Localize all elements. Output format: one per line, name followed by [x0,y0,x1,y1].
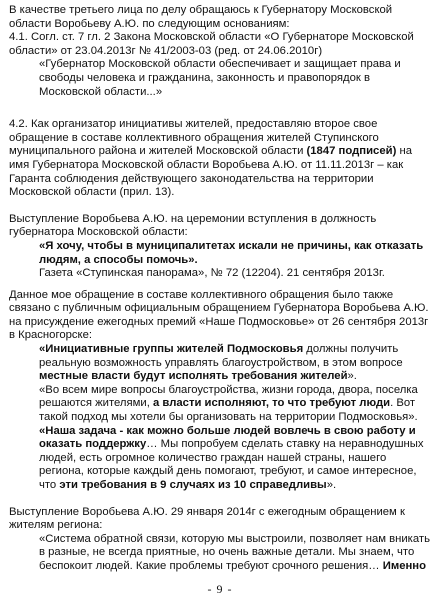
inauguration-quote-text: «Я хочу, чтобы в муниципалитетах искали не причины, как отказать людям, а способы помочь». [39,239,424,266]
quote-2-text-b: . Вот такой подход мы хотели бы организовать на территории Подмосковья». [39,397,418,424]
quote-our-task [9,425,432,493]
awards-link-paragraph: Данное мое обращение в составе коллективного обращения было также связано с публичным официальным обращением Губернатора Воробьева А.Ю. на присуждение ежегодных премий «Наше Подмосковье» от 26 сентября 2013г в Красногорске: [9,288,429,342]
inauguration-speech-quote [9,240,432,267]
quote-1-bold-b: местные власти будут исполнять требования жителей [39,370,348,383]
section-4-2 [9,118,432,200]
quote-2-bold: а власти исполняют, то что требуют люди [152,397,391,410]
quote-4-bold: Именно [382,559,427,572]
newspaper-source: Газета «Ступинская панорама», № 72 (12204). 21 сентября 2013г. [39,267,385,280]
section-4-1-quote: «Губернатор Московской области обеспечивает и защищает права и свободы человека и гражданина, законность и правопорядок в Московской области...» [39,58,401,98]
section-4-2-text-a: 4.2. Как организатор инициативы жителей, предоставляю второе свое обращение в составе коллективного обращения жителей Ступинского муниципального района и жителей Московской области [9,118,379,158]
quote-3-bold-a: «Наша задача - как можно больше людей вовлечь в свою работу и оказать поддержку [39,424,416,451]
quote-world-practice [9,384,432,425]
intro-paragraph: В качестве третьего лица по делу обращаюсь к Губернатору Московской области Воробьеву А.Ю. по следующим основаниям: [9,4,393,30]
quote-1-bold-a: «Инициативные группы жителей Подмосковья [39,343,304,356]
quote-4-text: «Система обратной связи, которую мы выстроили, позволяет нам вникать в разные, не всегда приятные, но очень важные детали. Мы знаем, что беспокоит людей. Какие проблемы требуют срочного решения… [39,532,430,572]
quote-feedback-system [9,533,432,574]
page-number: - 9 - [207,582,233,597]
quote-1-text-a: должны получить реальную возможность управлять благоустройством, в этом вопросе [39,343,403,369]
quote-initiative-groups [9,343,432,384]
section-4-2-text-b: на имя Губернатора Московской области Воробьева А.Ю. от 11.11.2013г – как Гаранта соблюдения действующего законодательства на территории Московской области (прил. 13). [9,145,413,199]
section-4-1: 4.1. Согл. ст. 7 гл. 2 Закона Московской области «О Губернаторе Московской области» от 23.04.2013г № 41/2003-03 (ред. от 24.06.2010г) [9,31,414,57]
quote-3-text-b: ». [326,479,337,491]
inauguration-speech-intro: Выступление Воробьева А.Ю. на церемонии вступления в должность губернатора Московской области: [9,212,377,239]
quote-2-text-a: «Во всем мире вопросы благоустройства, жизни города, двора, поселка решаются жителями, [39,383,418,410]
quote-3-text-a: … Мы попробуем сделать ставку на неравнодушных людей, есть огромное количество граждан нашей страны, нашего региона, которые каждый день помогают, требуют, и самое интересное, что [39,438,424,491]
annual-address-intro: Выступление Воробьева А.Ю. 29 января 2014г с ежегодным обращением к жителям региона: [9,505,405,532]
signature-count: (1847 подписей) [306,145,397,158]
quote-3-bold-b: эти требования в 9 случаях из 10 справедливы [59,479,327,491]
quote-1-text-b: ». [347,370,357,383]
